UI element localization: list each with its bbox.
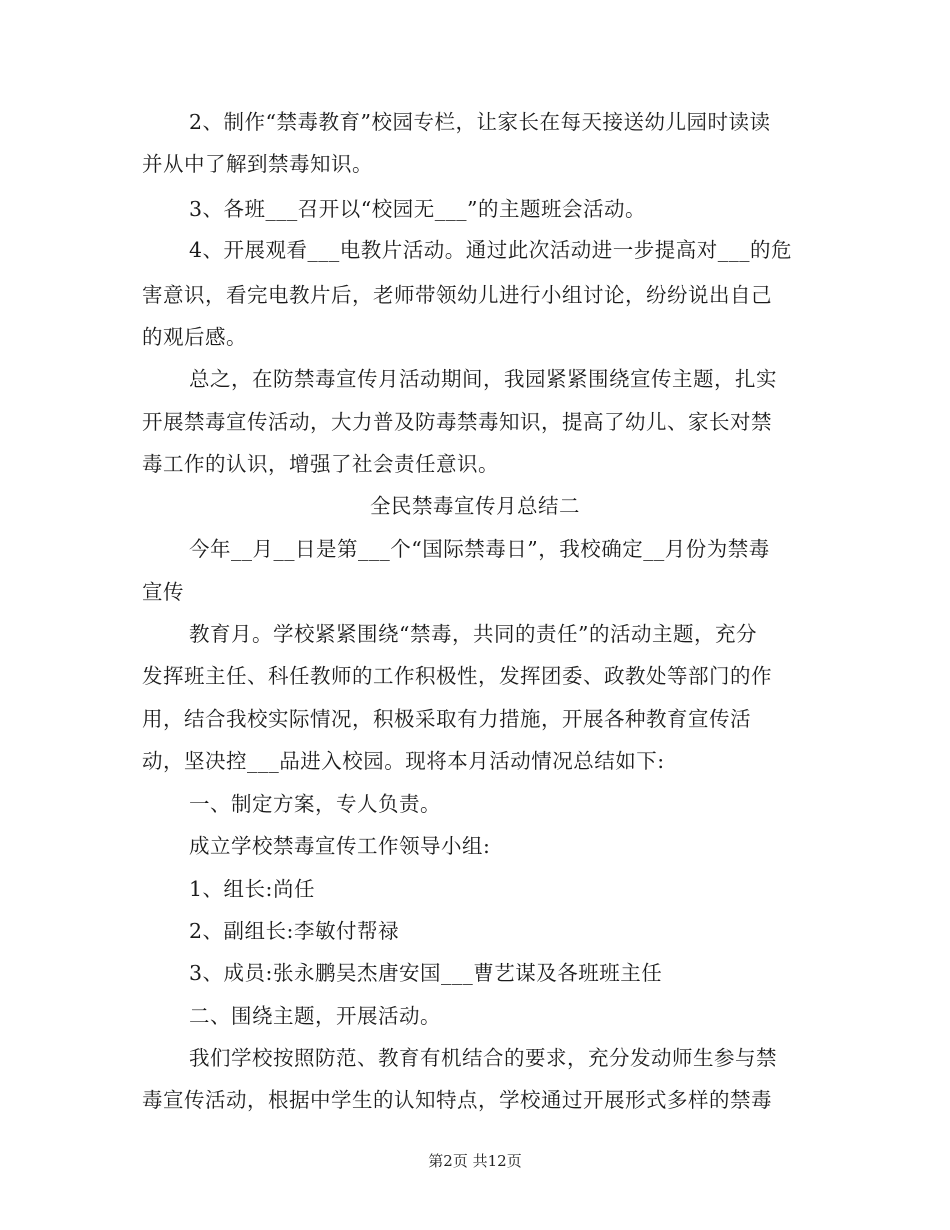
paragraph-line: 开展禁毒宣传活动，大力普及防毒禁毒知识，提高了幼儿、家长对禁 bbox=[142, 410, 772, 434]
paragraph-line: 害意识，看完电教片后，老师带领幼儿进行小组讨论，纷纷说出自己 bbox=[142, 283, 772, 307]
paragraph-line: 教育月。学校紧紧围绕“禁毒，共同的责任”的活动主题，充分 bbox=[189, 622, 757, 646]
paragraph-line: 2、副组长:李敏付帮禄 bbox=[189, 919, 399, 943]
paragraph-line: 发挥班主任、科任教师的工作积极性，发挥团委、政教处等部门的作 bbox=[142, 664, 772, 688]
paragraph-line: 一、制定方案，专人负责。 bbox=[189, 792, 441, 816]
paragraph-line: 3、成员:张永鹏吴杰唐安国___曹艺谋及各班班主任 bbox=[189, 961, 663, 985]
paragraph-line: 动，坚决控___品进入校园。现将本月活动情况总结如下: bbox=[142, 749, 665, 773]
paragraph-line: 4、开展观看___电教片活动。通过此次活动进一步提高对___的危 bbox=[189, 238, 793, 262]
paragraph-line: 毒工作的认识，增强了社会责任意识。 bbox=[142, 452, 499, 476]
paragraph-line: 的观后感。 bbox=[142, 325, 247, 349]
paragraph-line: 1、组长:尚任 bbox=[189, 877, 315, 901]
section-title: 全民禁毒宣传月总结二 bbox=[370, 494, 580, 518]
page-number-footer: 第2页 共12页 bbox=[428, 1152, 522, 1170]
paragraph-line: 宣传 bbox=[142, 580, 184, 604]
paragraph-line: 总之，在防禁毒宣传月活动期间，我园紧紧围绕宣传主题，扎实 bbox=[189, 367, 777, 391]
paragraph-line: 我们学校按照防范、教育有机结合的要求，充分发动师生参与禁 bbox=[189, 1046, 777, 1070]
paragraph-line: 3、各班___召开以“校园无___”的主题班会活动。 bbox=[189, 197, 647, 221]
paragraph-line: 毒宣传活动，根据中学生的认知特点，学校通过开展形式多样的禁毒 bbox=[142, 1088, 772, 1112]
paragraph-line: 用，结合我校实际情况，积极采取有力措施，开展各种教育宣传活 bbox=[142, 707, 751, 731]
paragraph-line: 2、制作“禁毒教育”校园专栏，让家长在每天接送幼儿园时读读 bbox=[189, 110, 771, 134]
paragraph-line: 并从中了解到禁毒知识。 bbox=[142, 152, 373, 176]
paragraph-line: 二、围绕主题，开展活动。 bbox=[189, 1004, 441, 1028]
paragraph-line: 今年__月__日是第___个“国际禁毒日”，我校确定__月份为禁毒 bbox=[189, 537, 770, 561]
paragraph-line: 成立学校禁毒宣传工作领导小组: bbox=[189, 834, 491, 858]
